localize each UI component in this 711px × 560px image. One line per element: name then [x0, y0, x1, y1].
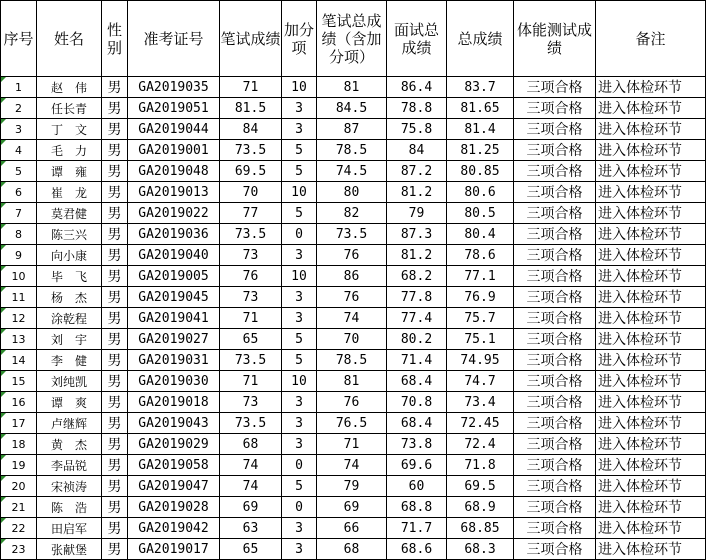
cell-total-score: 80.4: [447, 224, 514, 245]
cell-bonus: 10: [282, 371, 317, 392]
cell-total-score: 68.85: [447, 518, 514, 539]
cell-total-score: 76.9: [447, 287, 514, 308]
cell-written-total: 74.5: [317, 161, 387, 182]
cell-interview-total: 87.3: [387, 224, 447, 245]
cell-total-score: 68.9: [447, 497, 514, 518]
cell-gender: 男: [102, 245, 128, 266]
cell-written-total: 81: [317, 77, 387, 98]
cell-name: 刘 宇: [37, 329, 102, 350]
cell-bonus: 3: [282, 413, 317, 434]
cell-fitness-test: 三项合格: [514, 161, 596, 182]
cell-bonus: 3: [282, 308, 317, 329]
table-row: [1, 308, 706, 329]
cell-fitness-test: 三项合格: [514, 329, 596, 350]
cell-total-score: 71.8: [447, 455, 514, 476]
cell-fitness-test: 三项合格: [514, 224, 596, 245]
header-bonus: 加分项: [282, 1, 317, 77]
cell-fitness-test: 三项合格: [514, 518, 596, 539]
cell-fitness-test: 三项合格: [514, 98, 596, 119]
cell-name: 宋祯涛: [37, 476, 102, 497]
cell-gender: 男: [102, 350, 128, 371]
cell-remarks: 进入体检环节: [596, 350, 706, 371]
cell-written-score: 73.5: [220, 224, 282, 245]
cell-remarks: 进入体检环节: [596, 119, 706, 140]
cell-fitness-test: 三项合格: [514, 182, 596, 203]
cell-name: 丁 文: [37, 119, 102, 140]
cell-gender: 男: [102, 77, 128, 98]
cell-gender: 男: [102, 119, 128, 140]
cell-remarks: 进入体检环节: [596, 287, 706, 308]
table-row: [1, 182, 706, 203]
cell-interview-total: 79: [387, 203, 447, 224]
cell-exam-id: GA2019041: [128, 308, 220, 329]
cell-fitness-test: 三项合格: [514, 203, 596, 224]
cell-seq: 10: [1, 266, 37, 287]
cell-interview-total: 77.4: [387, 308, 447, 329]
cell-fitness-test: 三项合格: [514, 371, 596, 392]
cell-gender: 男: [102, 308, 128, 329]
cell-exam-id: GA2019058: [128, 455, 220, 476]
cell-interview-total: 68.8: [387, 497, 447, 518]
cell-total-score: 80.5: [447, 203, 514, 224]
cell-written-score: 73: [220, 245, 282, 266]
cell-name: 毕 飞: [37, 266, 102, 287]
table-row: [1, 98, 706, 119]
cell-seq: 20: [1, 476, 37, 497]
cell-gender: 男: [102, 161, 128, 182]
cell-remarks: 进入体检环节: [596, 392, 706, 413]
cell-seq: 19: [1, 455, 37, 476]
cell-exam-id: GA2019042: [128, 518, 220, 539]
cell-interview-total: 86.4: [387, 77, 447, 98]
cell-name: 莫君健: [37, 203, 102, 224]
cell-gender: 男: [102, 203, 128, 224]
cell-written-score: 69.5: [220, 161, 282, 182]
cell-fitness-test: 三项合格: [514, 434, 596, 455]
cell-written-score: 69: [220, 497, 282, 518]
cell-total-score: 72.45: [447, 413, 514, 434]
cell-bonus: 5: [282, 329, 317, 350]
table-body: [1, 77, 706, 560]
cell-remarks: 进入体检环节: [596, 182, 706, 203]
cell-gender: 男: [102, 182, 128, 203]
table-row: [1, 266, 706, 287]
header-remarks: 备注: [596, 1, 706, 77]
cell-total-score: 75.1: [447, 329, 514, 350]
table-row: [1, 371, 706, 392]
cell-exam-id: GA2019040: [128, 245, 220, 266]
cell-gender: 男: [102, 434, 128, 455]
cell-written-score: 77: [220, 203, 282, 224]
cell-written-total: 76: [317, 245, 387, 266]
cell-interview-total: 75.8: [387, 119, 447, 140]
cell-seq: 22: [1, 518, 37, 539]
cell-interview-total: 77.8: [387, 287, 447, 308]
header-exam-id: 准考证号: [128, 1, 220, 77]
cell-written-score: 73.5: [220, 140, 282, 161]
cell-written-score: 84: [220, 119, 282, 140]
cell-remarks: 进入体检环节: [596, 455, 706, 476]
table-row: [1, 455, 706, 476]
cell-remarks: 进入体检环节: [596, 308, 706, 329]
cell-name: 陈三兴: [37, 224, 102, 245]
cell-exam-id: GA2019028: [128, 497, 220, 518]
header-written-score: 笔试成绩: [220, 1, 282, 77]
cell-gender: 男: [102, 518, 128, 539]
cell-fitness-test: 三项合格: [514, 245, 596, 266]
cell-interview-total: 69.6: [387, 455, 447, 476]
cell-written-total: 81: [317, 371, 387, 392]
cell-written-total: 66: [317, 518, 387, 539]
cell-total-score: 81.65: [447, 98, 514, 119]
cell-total-score: 69.5: [447, 476, 514, 497]
cell-remarks: 进入体检环节: [596, 371, 706, 392]
cell-written-score: 73: [220, 392, 282, 413]
cell-seq: 4: [1, 140, 37, 161]
cell-bonus: 5: [282, 140, 317, 161]
cell-gender: 男: [102, 266, 128, 287]
cell-interview-total: 81.2: [387, 245, 447, 266]
cell-bonus: 3: [282, 518, 317, 539]
cell-written-total: 78.5: [317, 140, 387, 161]
cell-seq: 15: [1, 371, 37, 392]
cell-fitness-test: 三项合格: [514, 350, 596, 371]
cell-bonus: 3: [282, 287, 317, 308]
cell-interview-total: 78.8: [387, 98, 447, 119]
cell-exam-id: GA2019017: [128, 539, 220, 560]
cell-total-score: 81.25: [447, 140, 514, 161]
cell-seq: 14: [1, 350, 37, 371]
cell-total-score: 75.7: [447, 308, 514, 329]
header-name: 姓名: [37, 1, 102, 77]
cell-total-score: 72.4: [447, 434, 514, 455]
table-row: [1, 434, 706, 455]
cell-name: 黄 杰: [37, 434, 102, 455]
cell-written-score: 71: [220, 308, 282, 329]
cell-exam-id: GA2019045: [128, 287, 220, 308]
cell-seq: 7: [1, 203, 37, 224]
cell-interview-total: 70.8: [387, 392, 447, 413]
cell-written-total: 87: [317, 119, 387, 140]
header-fitness-test: 体能测试成绩: [514, 1, 596, 77]
cell-exam-id: GA2019035: [128, 77, 220, 98]
cell-remarks: 进入体检环节: [596, 518, 706, 539]
cell-bonus: 3: [282, 392, 317, 413]
cell-remarks: 进入体检环节: [596, 203, 706, 224]
cell-interview-total: 68.4: [387, 371, 447, 392]
cell-written-score: 65: [220, 539, 282, 560]
cell-remarks: 进入体检环节: [596, 413, 706, 434]
cell-written-total: 71: [317, 434, 387, 455]
table-row: [1, 77, 706, 98]
cell-fitness-test: 三项合格: [514, 266, 596, 287]
cell-name: 谭 雍: [37, 161, 102, 182]
cell-name: 田启军: [37, 518, 102, 539]
table-row: [1, 224, 706, 245]
cell-gender: 男: [102, 455, 128, 476]
cell-exam-id: GA2019030: [128, 371, 220, 392]
table-row: [1, 245, 706, 266]
cell-written-total: 74: [317, 308, 387, 329]
cell-remarks: 进入体检环节: [596, 539, 706, 560]
cell-written-score: 71: [220, 77, 282, 98]
cell-interview-total: 87.2: [387, 161, 447, 182]
cell-seq: 6: [1, 182, 37, 203]
cell-interview-total: 71.4: [387, 350, 447, 371]
cell-written-score: 81.5: [220, 98, 282, 119]
cell-name: 李品锐: [37, 455, 102, 476]
cell-remarks: 进入体检环节: [596, 224, 706, 245]
cell-name: 谭 爽: [37, 392, 102, 413]
cell-written-total: 73.5: [317, 224, 387, 245]
cell-fitness-test: 三项合格: [514, 539, 596, 560]
cell-written-score: 63: [220, 518, 282, 539]
cell-seq: 18: [1, 434, 37, 455]
cell-bonus: 10: [282, 266, 317, 287]
cell-exam-id: GA2019051: [128, 98, 220, 119]
cell-total-score: 68.3: [447, 539, 514, 560]
cell-fitness-test: 三项合格: [514, 392, 596, 413]
cell-bonus: 3: [282, 98, 317, 119]
cell-gender: 男: [102, 476, 128, 497]
cell-exam-id: GA2019005: [128, 266, 220, 287]
cell-seq: 1: [1, 77, 37, 98]
cell-gender: 男: [102, 98, 128, 119]
cell-written-score: 74: [220, 476, 282, 497]
cell-name: 赵 伟: [37, 77, 102, 98]
cell-written-total: 76: [317, 287, 387, 308]
cell-written-score: 76: [220, 266, 282, 287]
cell-exam-id: GA2019048: [128, 161, 220, 182]
cell-gender: 男: [102, 371, 128, 392]
cell-bonus: 5: [282, 161, 317, 182]
cell-exam-id: GA2019047: [128, 476, 220, 497]
cell-interview-total: 60: [387, 476, 447, 497]
cell-seq: 11: [1, 287, 37, 308]
cell-exam-id: GA2019031: [128, 350, 220, 371]
cell-exam-id: GA2019043: [128, 413, 220, 434]
cell-interview-total: 73.8: [387, 434, 447, 455]
cell-seq: 13: [1, 329, 37, 350]
table-row: [1, 203, 706, 224]
cell-gender: 男: [102, 392, 128, 413]
cell-written-score: 68: [220, 434, 282, 455]
cell-interview-total: 80.2: [387, 329, 447, 350]
cell-written-total: 79: [317, 476, 387, 497]
cell-exam-id: GA2019027: [128, 329, 220, 350]
cell-bonus: 3: [282, 245, 317, 266]
cell-bonus: 5: [282, 203, 317, 224]
cell-seq: 3: [1, 119, 37, 140]
cell-fitness-test: 三项合格: [514, 455, 596, 476]
cell-written-total: 68: [317, 539, 387, 560]
cell-name: 向小康: [37, 245, 102, 266]
cell-name: 毛 力: [37, 140, 102, 161]
cell-total-score: 80.85: [447, 161, 514, 182]
cell-written-total: 70: [317, 329, 387, 350]
cell-exam-id: GA2019013: [128, 182, 220, 203]
header-row: [1, 1, 706, 77]
cell-remarks: 进入体检环节: [596, 245, 706, 266]
cell-remarks: 进入体检环节: [596, 434, 706, 455]
cell-interview-total: 81.2: [387, 182, 447, 203]
cell-written-score: 65: [220, 329, 282, 350]
cell-interview-total: 68.2: [387, 266, 447, 287]
cell-fitness-test: 三项合格: [514, 140, 596, 161]
cell-name: 卢继辉: [37, 413, 102, 434]
cell-total-score: 77.1: [447, 266, 514, 287]
table-row: [1, 287, 706, 308]
cell-fitness-test: 三项合格: [514, 497, 596, 518]
cell-fitness-test: 三项合格: [514, 77, 596, 98]
table-row: [1, 392, 706, 413]
cell-name: 杨 杰: [37, 287, 102, 308]
cell-bonus: 3: [282, 119, 317, 140]
cell-written-total: 76.5: [317, 413, 387, 434]
cell-name: 刘纯凯: [37, 371, 102, 392]
cell-bonus: 0: [282, 455, 317, 476]
cell-gender: 男: [102, 140, 128, 161]
cell-written-score: 74: [220, 455, 282, 476]
table-row: [1, 518, 706, 539]
cell-gender: 男: [102, 329, 128, 350]
cell-total-score: 81.4: [447, 119, 514, 140]
table-row: [1, 413, 706, 434]
cell-written-score: 70: [220, 182, 282, 203]
header-seq: 序号: [1, 1, 37, 77]
cell-interview-total: 68.6: [387, 539, 447, 560]
cell-written-total: 86: [317, 266, 387, 287]
cell-bonus: 3: [282, 539, 317, 560]
cell-total-score: 83.7: [447, 77, 514, 98]
cell-seq: 9: [1, 245, 37, 266]
cell-written-total: 76: [317, 392, 387, 413]
cell-seq: 12: [1, 308, 37, 329]
cell-written-score: 73: [220, 287, 282, 308]
cell-remarks: 进入体检环节: [596, 98, 706, 119]
cell-exam-id: GA2019044: [128, 119, 220, 140]
cell-seq: 5: [1, 161, 37, 182]
cell-written-total: 84.5: [317, 98, 387, 119]
cell-name: 李 健: [37, 350, 102, 371]
table-row: [1, 497, 706, 518]
cell-bonus: 5: [282, 350, 317, 371]
table-row: [1, 350, 706, 371]
cell-exam-id: GA2019001: [128, 140, 220, 161]
cell-written-total: 74: [317, 455, 387, 476]
cell-exam-id: GA2019036: [128, 224, 220, 245]
table-row: [1, 329, 706, 350]
cell-bonus: 0: [282, 224, 317, 245]
cell-fitness-test: 三项合格: [514, 308, 596, 329]
table-row: [1, 476, 706, 497]
header-interview-total: 面试总成绩: [387, 1, 447, 77]
cell-remarks: 进入体检环节: [596, 161, 706, 182]
cell-interview-total: 84: [387, 140, 447, 161]
cell-written-total: 78.5: [317, 350, 387, 371]
cell-written-score: 73.5: [220, 413, 282, 434]
cell-bonus: 5: [282, 476, 317, 497]
cell-bonus: 10: [282, 77, 317, 98]
cell-name: 崔 龙: [37, 182, 102, 203]
cell-total-score: 73.4: [447, 392, 514, 413]
cell-bonus: 3: [282, 434, 317, 455]
cell-gender: 男: [102, 224, 128, 245]
table-row: [1, 140, 706, 161]
cell-gender: 男: [102, 539, 128, 560]
cell-remarks: 进入体检环节: [596, 329, 706, 350]
cell-bonus: 10: [282, 182, 317, 203]
cell-name: 涂乾程: [37, 308, 102, 329]
cell-seq: 16: [1, 392, 37, 413]
cell-fitness-test: 三项合格: [514, 119, 596, 140]
cell-total-score: 74.95: [447, 350, 514, 371]
cell-exam-id: GA2019029: [128, 434, 220, 455]
cell-gender: 男: [102, 287, 128, 308]
cell-remarks: 进入体检环节: [596, 266, 706, 287]
cell-name: 张献堡: [37, 539, 102, 560]
cell-gender: 男: [102, 413, 128, 434]
cell-exam-id: GA2019018: [128, 392, 220, 413]
table-row: [1, 161, 706, 182]
table-row: [1, 539, 706, 560]
cell-remarks: 进入体检环节: [596, 476, 706, 497]
cell-total-score: 80.6: [447, 182, 514, 203]
cell-written-total: 82: [317, 203, 387, 224]
cell-name: 陈 浩: [37, 497, 102, 518]
cell-fitness-test: 三项合格: [514, 287, 596, 308]
cell-written-score: 71: [220, 371, 282, 392]
cell-seq: 17: [1, 413, 37, 434]
cell-bonus: 0: [282, 497, 317, 518]
header-total-score: 总成绩: [447, 1, 514, 77]
cell-seq: 23: [1, 539, 37, 560]
cell-fitness-test: 三项合格: [514, 476, 596, 497]
cell-name: 任长青: [37, 98, 102, 119]
cell-interview-total: 68.4: [387, 413, 447, 434]
cell-seq: 2: [1, 98, 37, 119]
cell-fitness-test: 三项合格: [514, 413, 596, 434]
cell-interview-total: 71.7: [387, 518, 447, 539]
cell-written-total: 69: [317, 497, 387, 518]
cell-exam-id: GA2019022: [128, 203, 220, 224]
cell-remarks: 进入体检环节: [596, 140, 706, 161]
cell-written-score: 73.5: [220, 350, 282, 371]
cell-remarks: 进入体检环节: [596, 497, 706, 518]
header-gender: 性别: [102, 1, 128, 77]
header-written-total: 笔试总成绩（含加分项）: [317, 1, 387, 77]
cell-total-score: 74.7: [447, 371, 514, 392]
cell-written-total: 80: [317, 182, 387, 203]
cell-total-score: 78.6: [447, 245, 514, 266]
cell-seq: 21: [1, 497, 37, 518]
cell-gender: 男: [102, 497, 128, 518]
cell-seq: 8: [1, 224, 37, 245]
cell-remarks: 进入体检环节: [596, 77, 706, 98]
table-row: [1, 119, 706, 140]
